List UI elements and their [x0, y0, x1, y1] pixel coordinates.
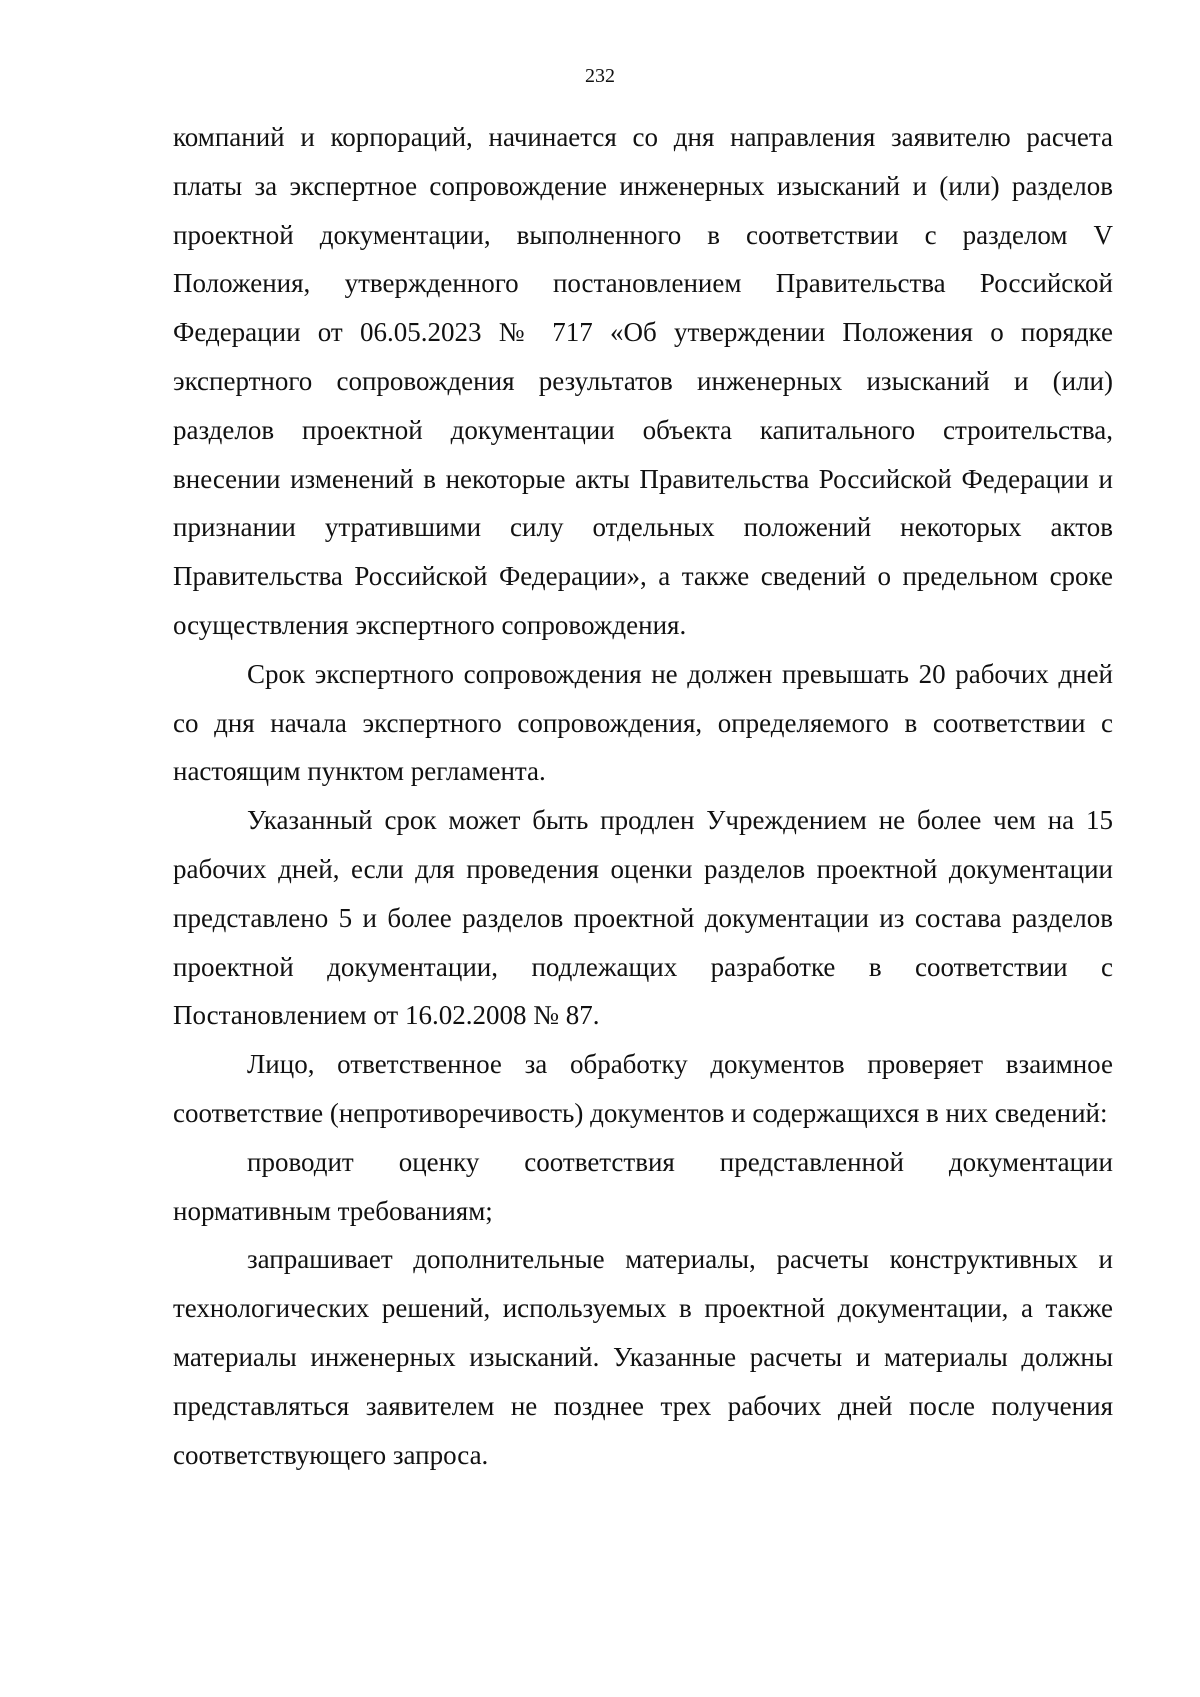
- paragraph-review-term: Срок экспертного сопровождения не должен превышать 20 рабочих дней со дня начала экспертного сопровождения, определяемого в соответствии с настоящим пунктом регламента.: [173, 658, 1113, 787]
- paragraph-term-extension: Указанный срок может быть продлен Учреждением не более чем на 15 рабочих дней, если для проведения оценки разделов проектной документации представлено 5 и более разделов проектной документации из состава разделов проектной документации, подлежащих разработке в соответствии с Постановлением от 16.02.2008 № 87.: [173, 805, 1113, 1031]
- document-body: [173, 113, 1113, 1479]
- paragraph-responsible-person: Лицо, ответственное за обработку документов проверяет взаимное соответствие (непротиворечивость) документов и содержащихся в них сведений:: [173, 1049, 1113, 1128]
- paragraph-assessment: проводит оценку соответствия представленной документации нормативным требованиям;: [173, 1146, 1113, 1226]
- paragraph-request-materials: запрашивает дополнительные материалы, расчеты конструктивных и технологических решений, используемых в проектной документации, а также материалы инженерных изысканий. Указанные расчеты и материалы должны представляться заявителем не позднее трех рабочих дней после получения соответствующего запроса.: [173, 1244, 1113, 1470]
- page-number: 232: [585, 65, 615, 87]
- paragraph-continuation: компаний и корпораций, начинается со дня направления заявителю расчета платы за экспертное сопровождение инженерных изысканий и (или) разделов проектной документации, выполненного в соответствии с разделом V Положения, утвержденного постановлением Правительства Российской Федерации от 06.05.2023 № 717 «Об утверждении Положения о порядке экспертного сопровождения результатов инженерных изысканий и (или) разделов проектной документации объекта капитального строительства, внесении изменений в некоторые акты Правительства Российской Федерации и признании утратившими силу отдельных положений некоторых актов Правительства Российской Федерации», а также сведений о предельном сроке осуществления экспертного сопровождения.: [173, 122, 1113, 640]
